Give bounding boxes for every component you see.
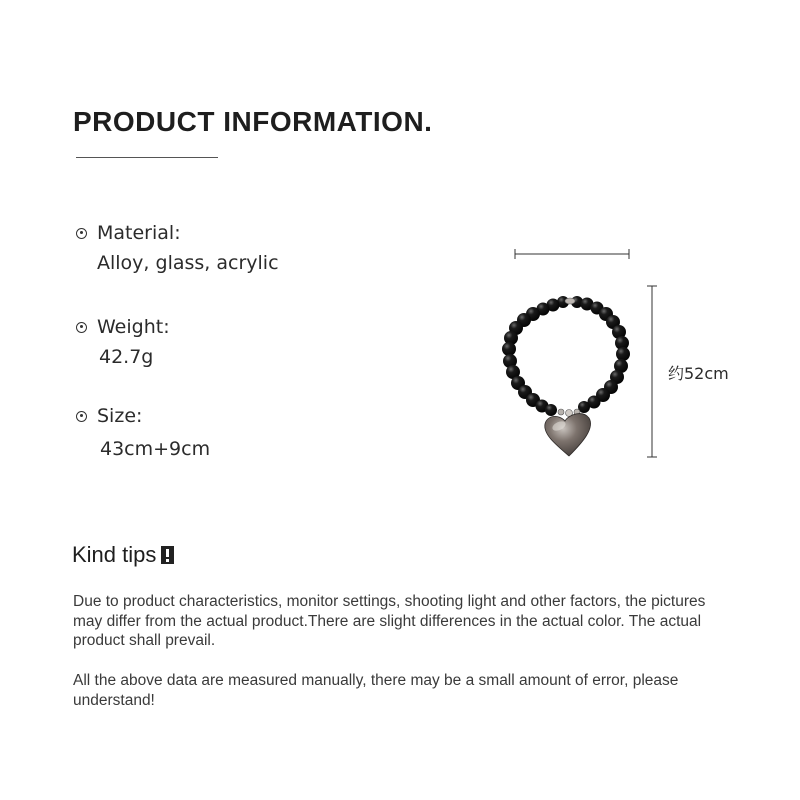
spec-material-label: Material:: [97, 222, 181, 244]
width-dimension-line: [515, 249, 629, 259]
necklace-image: [495, 240, 745, 465]
spec-weight-value: 42.7g: [99, 346, 154, 368]
kind-tips-heading: [72, 542, 174, 568]
clasp: [565, 298, 575, 304]
bullet-icon: [76, 228, 87, 239]
spec-size: [76, 404, 210, 460]
spec-weight: [76, 315, 170, 368]
length-dimension-label: 约52cm: [668, 364, 729, 383]
spec-size-value: 43cm+9cm: [100, 438, 211, 460]
title-underline: [76, 157, 218, 158]
bead-strand: [502, 296, 630, 416]
spec-weight-label: Weight:: [97, 316, 170, 338]
bullet-icon: [76, 322, 87, 333]
spec-material-value: Alloy, glass, acrylic: [97, 252, 279, 274]
spec-material: [76, 221, 279, 274]
heart-pendant: [545, 414, 591, 456]
kind-tips-title: Kind tips: [72, 542, 157, 567]
page-title: PRODUCT INFORMATION.: [73, 106, 433, 137]
spec-size-label: Size:: [97, 405, 143, 427]
tips-paragraph-1: Due to product characteristics, monitor settings, shooting light and other factors, the pictures may differ from the actual product.There are slight differences in the actual color. The actual product shall prevail.: [73, 593, 706, 649]
tips-paragraph-2: All the above data are measured manually, there may be a small amount of error, please understand!: [73, 672, 679, 709]
bullet-icon: [76, 411, 87, 422]
height-dimension-line: [647, 286, 657, 457]
exclamation-icon: [161, 546, 174, 564]
